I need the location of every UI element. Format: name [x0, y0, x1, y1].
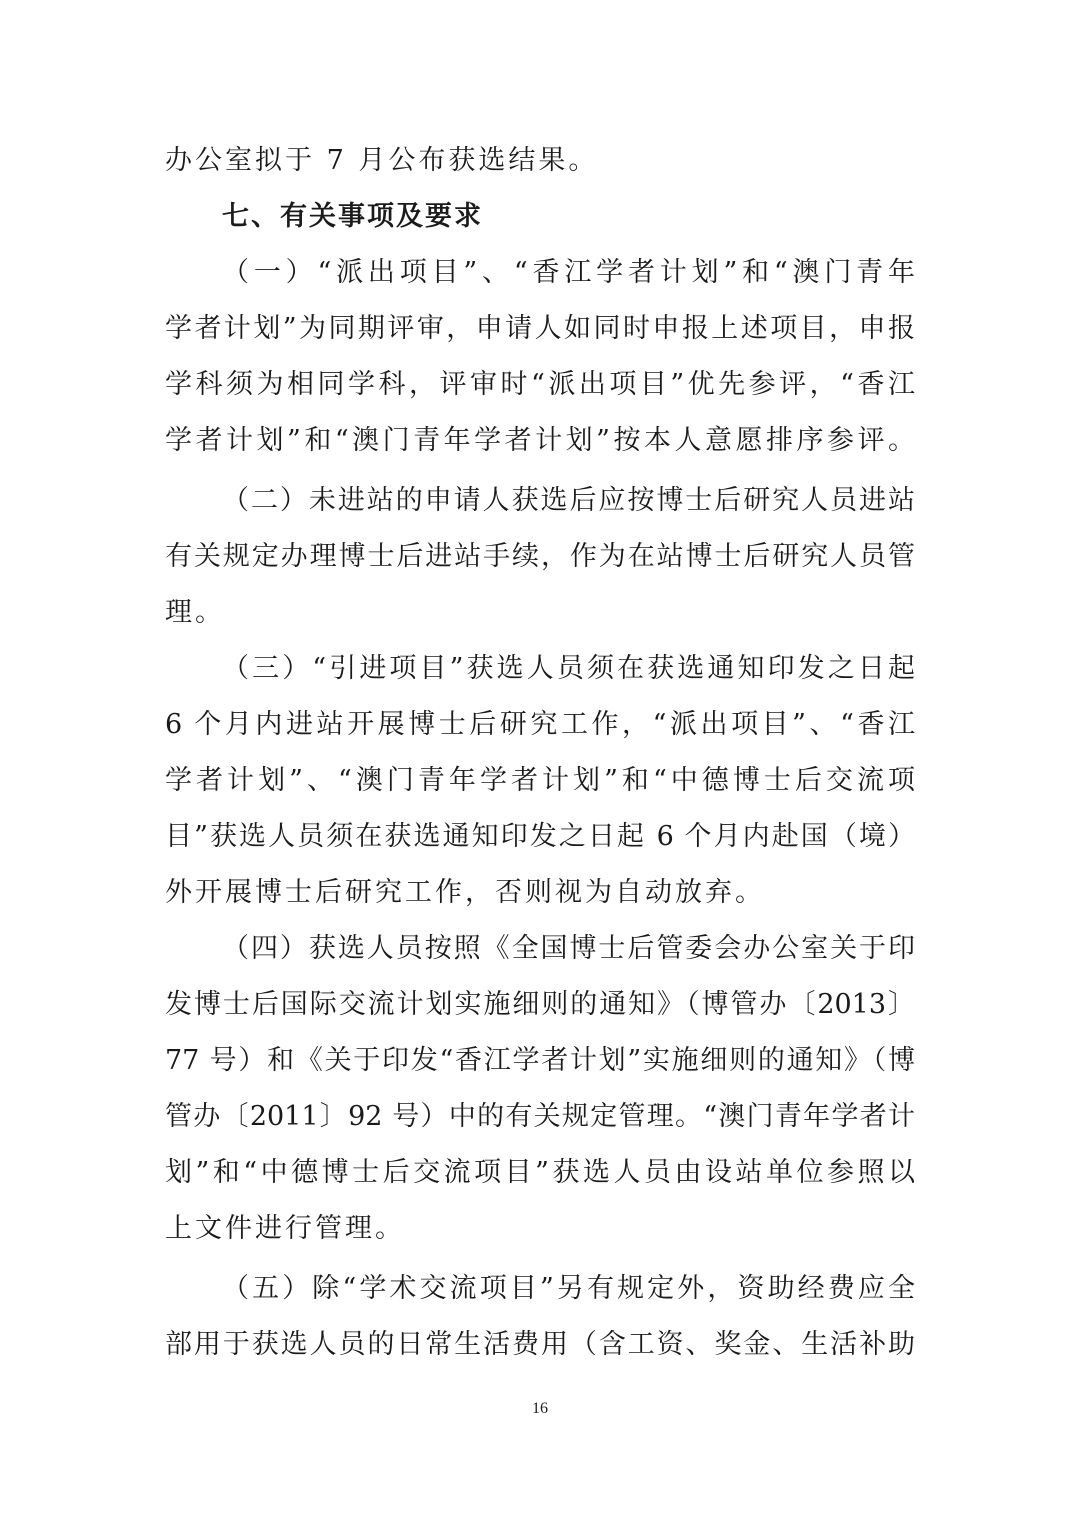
- paragraph-3-line: 6 个月内进站开展博士后研究工作，“派出项目”、“香江: [165, 709, 915, 740]
- text-line: 办公室拟于 7 月公布获选结果。: [165, 145, 599, 176]
- paragraph-1-line: （一）“派出项目”、“香江学者计划”和“澳门青年: [222, 257, 915, 288]
- paragraph-5-line: 部用于获选人员的日常生活费用（含工资、奖金、生活补助: [165, 1329, 915, 1360]
- paragraph-3-line: （三）“引进项目”获选人员须在获选通知印发之日起: [222, 653, 915, 684]
- paragraph-2-line: 有关规定办理博士后进站手续，作为在站博士后研究人员管: [165, 541, 915, 572]
- paragraph-4-line: 划”和“中德博士后交流项目”获选人员由设站单位参照以: [165, 1157, 915, 1188]
- page-number: 16: [532, 1400, 548, 1417]
- paragraph-3-line: 目”获选人员须在获选通知印发之日起 6 个月内赴国（境）: [165, 821, 915, 852]
- paragraph-1-line: 学者计划”为同期评审，申请人如同时申报上述项目，申报: [165, 313, 915, 344]
- section-heading: 七、有关事项及要求: [222, 201, 483, 232]
- paragraph-4-line: 发博士后国际交流计划实施细则的通知》（博管办〔2013〕: [165, 989, 915, 1020]
- paragraph-4-line: （四）获选人员按照《全国博士后管委会办公室关于印: [222, 933, 915, 964]
- paragraph-3-line: 学者计划”、“澳门青年学者计划”和“中德博士后交流项: [165, 765, 915, 796]
- paragraph-2-line: 理。: [165, 597, 225, 628]
- paragraph-3-line: 外开展博士后研究工作，否则视为自动放弃。: [165, 877, 765, 908]
- paragraph-5-line: （五）除“学术交流项目”另有规定外，资助经费应全: [222, 1273, 915, 1304]
- paragraph-4-line: 管办〔2011〕92 号）中的有关规定管理。“澳门青年学者计: [165, 1101, 915, 1132]
- paragraph-4-line: 上文件进行管理。: [165, 1213, 405, 1244]
- paragraph-1-line: 学者计划”和“澳门青年学者计划”按本人意愿排序参评。: [165, 425, 915, 456]
- paragraph-1-line: 学科须为相同学科，评审时“派出项目”优先参评，“香江: [165, 369, 915, 400]
- paragraph-2-line: （二）未进站的申请人获选后应按博士后研究人员进站: [222, 485, 915, 516]
- paragraph-4-line: 77 号）和《关于印发“香江学者计划”实施细则的通知》（博: [165, 1045, 915, 1076]
